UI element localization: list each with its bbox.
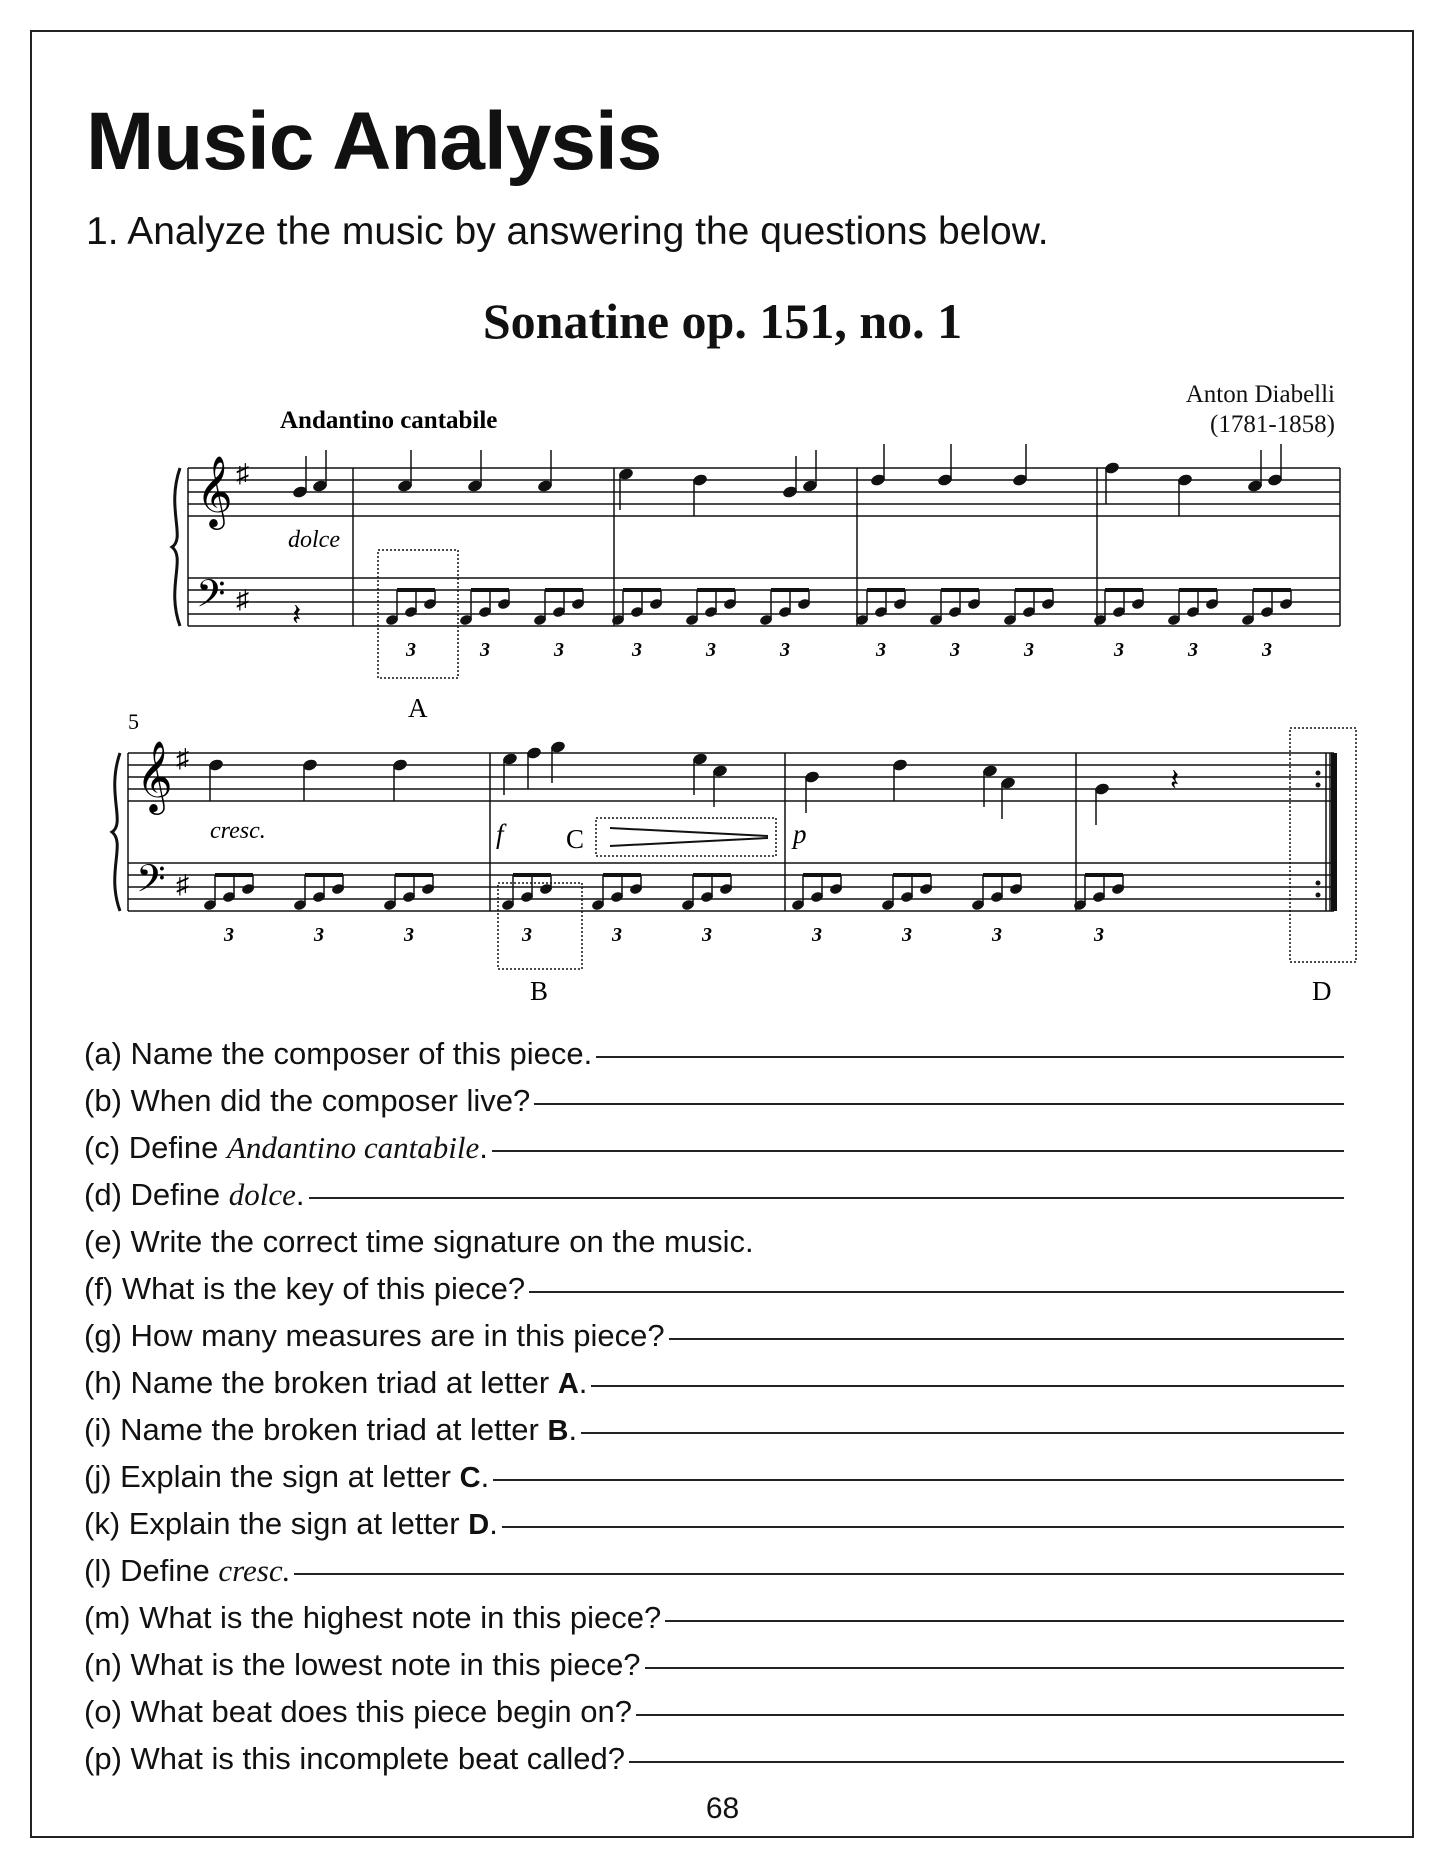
- answer-line[interactable]: [636, 1714, 1344, 1716]
- triplet-number: 3: [404, 924, 414, 946]
- question-d: [84, 1171, 1344, 1218]
- triplet-number: 3: [1262, 639, 1272, 661]
- question-o: [84, 1688, 1344, 1735]
- piece-title: Sonatine op. 151, no. 1: [482, 293, 963, 349]
- question-l: [84, 1547, 1344, 1594]
- triplet-number: 3: [702, 924, 712, 946]
- key-signature-sharp: ♯: [176, 870, 189, 899]
- question-text: [84, 1688, 632, 1735]
- repeat-dot: [1316, 783, 1321, 788]
- question-j: [84, 1453, 1344, 1500]
- triplet-number: 3: [522, 924, 532, 946]
- key-signature-sharp: ♯: [236, 459, 249, 488]
- question-prefix: (l) Define: [84, 1553, 219, 1588]
- final-barline-thick: [1331, 753, 1337, 911]
- question-prefix: (n) What is the lowest note in this piece?: [84, 1647, 641, 1682]
- question-suffix: .: [489, 1506, 498, 1541]
- question-prefix: (h) Name the broken triad at letter: [84, 1365, 558, 1400]
- question-text: [84, 1030, 592, 1077]
- question-text: [84, 1453, 489, 1502]
- answer-line[interactable]: [581, 1432, 1344, 1434]
- triplet-number: 3: [632, 639, 642, 661]
- page-title: Music Analysis: [86, 96, 662, 187]
- score-glyphs: [136, 444, 1337, 946]
- question-text: [84, 1124, 488, 1171]
- question-i: [84, 1406, 1344, 1453]
- question-text: [84, 1735, 625, 1782]
- question-text: [84, 1547, 290, 1594]
- question-prefix: (o) What beat does this piece begin on?: [84, 1694, 633, 1729]
- question-suffix: .: [578, 1365, 588, 1400]
- question-text: [84, 1641, 641, 1688]
- question-letter: C: [459, 1462, 481, 1494]
- brace: [112, 753, 120, 911]
- cresc-marking: cresc.: [210, 818, 266, 844]
- composer-name: Anton Diabelli: [1185, 381, 1335, 408]
- question-prefix: (g) How many measures are in this piece?: [84, 1318, 665, 1353]
- bass-clef: 𝄢: [136, 858, 166, 909]
- decrescendo-hairpin: [610, 828, 768, 846]
- question-g: [84, 1312, 1344, 1359]
- page-number: 68: [705, 1792, 740, 1825]
- triplet-number: 3: [780, 639, 790, 661]
- answer-line[interactable]: [492, 1150, 1344, 1152]
- question-h: [84, 1359, 1344, 1406]
- composer-dates: (1781-1858): [1210, 411, 1335, 438]
- quarter-rest: 𝄽: [1170, 764, 1180, 797]
- answer-line[interactable]: [665, 1620, 1344, 1622]
- key-signature-sharp: ♯: [176, 744, 189, 773]
- box-c: [596, 818, 776, 856]
- letter-d: D: [1312, 976, 1332, 1006]
- triplet-number: 3: [1094, 924, 1104, 946]
- triplet-number: 3: [480, 639, 490, 661]
- measure-number: 5: [128, 709, 139, 734]
- treble-clef: 𝄞: [136, 743, 173, 811]
- question-text: [84, 1218, 754, 1265]
- question-b: [84, 1077, 1344, 1124]
- question-prefix: (b) When did the composer live?: [84, 1083, 531, 1118]
- question-term: Andantino cantabile: [226, 1130, 480, 1165]
- question-text: [84, 1312, 665, 1359]
- answer-line[interactable]: [294, 1573, 1344, 1575]
- question-text: [84, 1077, 530, 1124]
- triplet-number: 3: [1024, 639, 1034, 661]
- triplet-number: 3: [224, 924, 234, 946]
- triplet-number: 3: [812, 924, 822, 946]
- quarter-rest: 𝄽: [292, 599, 302, 632]
- question-f: [84, 1265, 1344, 1312]
- question-prefix: (e) Write the correct time signature on the music.: [84, 1224, 754, 1259]
- question-c: [84, 1124, 1344, 1171]
- box-d: [1290, 728, 1356, 962]
- question-a: [84, 1030, 1344, 1077]
- question-letter: B: [547, 1415, 569, 1447]
- letter-b: B: [530, 976, 549, 1006]
- question-text: [84, 1594, 661, 1641]
- triplet-number: 3: [554, 639, 564, 661]
- forte-marking: f: [496, 819, 504, 849]
- answer-line[interactable]: [502, 1526, 1344, 1528]
- answer-line[interactable]: [596, 1056, 1344, 1058]
- question-prefix: (m) What is the highest note in this piece?: [84, 1600, 662, 1635]
- triplet-number: 3: [992, 924, 1002, 946]
- question-k: [84, 1500, 1344, 1547]
- repeat-dot: [1316, 881, 1321, 886]
- question-letter: A: [557, 1368, 579, 1400]
- question-prefix: (k) Explain the sign at letter: [84, 1506, 469, 1541]
- question-suffix: .: [480, 1459, 490, 1494]
- question-e: [84, 1218, 1344, 1265]
- answer-line[interactable]: [629, 1761, 1344, 1763]
- letter-c: C: [566, 824, 585, 854]
- question-text: [84, 1171, 305, 1218]
- dolce-marking: dolce: [288, 527, 340, 553]
- question-prefix: (f) What is the key of this piece?: [84, 1271, 526, 1306]
- bass-clef: 𝄢: [196, 573, 226, 624]
- question-list: [84, 1030, 1344, 1782]
- repeat-dot: [1316, 771, 1321, 776]
- question-suffix: .: [568, 1412, 578, 1447]
- triplet-number: 3: [1114, 639, 1124, 661]
- answer-line[interactable]: [309, 1197, 1345, 1199]
- piano-marking: p: [793, 819, 807, 849]
- letter-a: A: [408, 693, 428, 723]
- triplet-number: 3: [314, 924, 324, 946]
- triplet-number: 3: [876, 639, 886, 661]
- key-signature-sharp: ♯: [236, 585, 249, 614]
- tempo-marking: Andantino cantabile: [280, 407, 498, 434]
- question-prefix: (c) Define: [84, 1130, 227, 1165]
- triplet-number: 3: [950, 639, 960, 661]
- question-letter: D: [468, 1509, 490, 1541]
- triplet-number: 3: [1188, 639, 1198, 661]
- question-m: [84, 1594, 1344, 1641]
- question-prefix: (a) Name the composer of this piece.: [84, 1036, 593, 1071]
- answer-line[interactable]: [529, 1291, 1344, 1293]
- question-text: [84, 1500, 498, 1549]
- question-prefix: (d) Define: [84, 1177, 229, 1212]
- box-b: [498, 883, 582, 969]
- question-prefix: (p) What is this incomplete beat called?: [84, 1741, 626, 1776]
- question-prefix: (j) Explain the sign at letter: [84, 1459, 460, 1494]
- question-suffix: .: [479, 1130, 488, 1165]
- brace: [172, 468, 180, 626]
- answer-line[interactable]: [669, 1338, 1344, 1340]
- answer-line[interactable]: [493, 1479, 1344, 1481]
- instruction: 1. Analyze the music by answering the questions below.: [86, 210, 1049, 253]
- question-term: cresc.: [218, 1553, 291, 1588]
- triplet-number: 3: [902, 924, 912, 946]
- question-p: [84, 1735, 1344, 1782]
- question-n: [84, 1641, 1344, 1688]
- triplet-number: 3: [612, 924, 622, 946]
- answer-line[interactable]: [645, 1667, 1344, 1669]
- question-text: [84, 1406, 577, 1455]
- repeat-dot: [1316, 893, 1321, 898]
- triplet-number: 3: [406, 639, 416, 661]
- question-suffix: .: [295, 1177, 305, 1212]
- answer-line[interactable]: [534, 1103, 1344, 1105]
- treble-clef: 𝄞: [196, 458, 233, 526]
- question-text: [84, 1265, 525, 1312]
- question-term: dolce: [228, 1177, 296, 1212]
- question-text: [84, 1359, 587, 1408]
- answer-line[interactable]: [591, 1385, 1344, 1387]
- question-prefix: (i) Name the broken triad at letter: [84, 1412, 548, 1447]
- triplet-number: 3: [706, 639, 716, 661]
